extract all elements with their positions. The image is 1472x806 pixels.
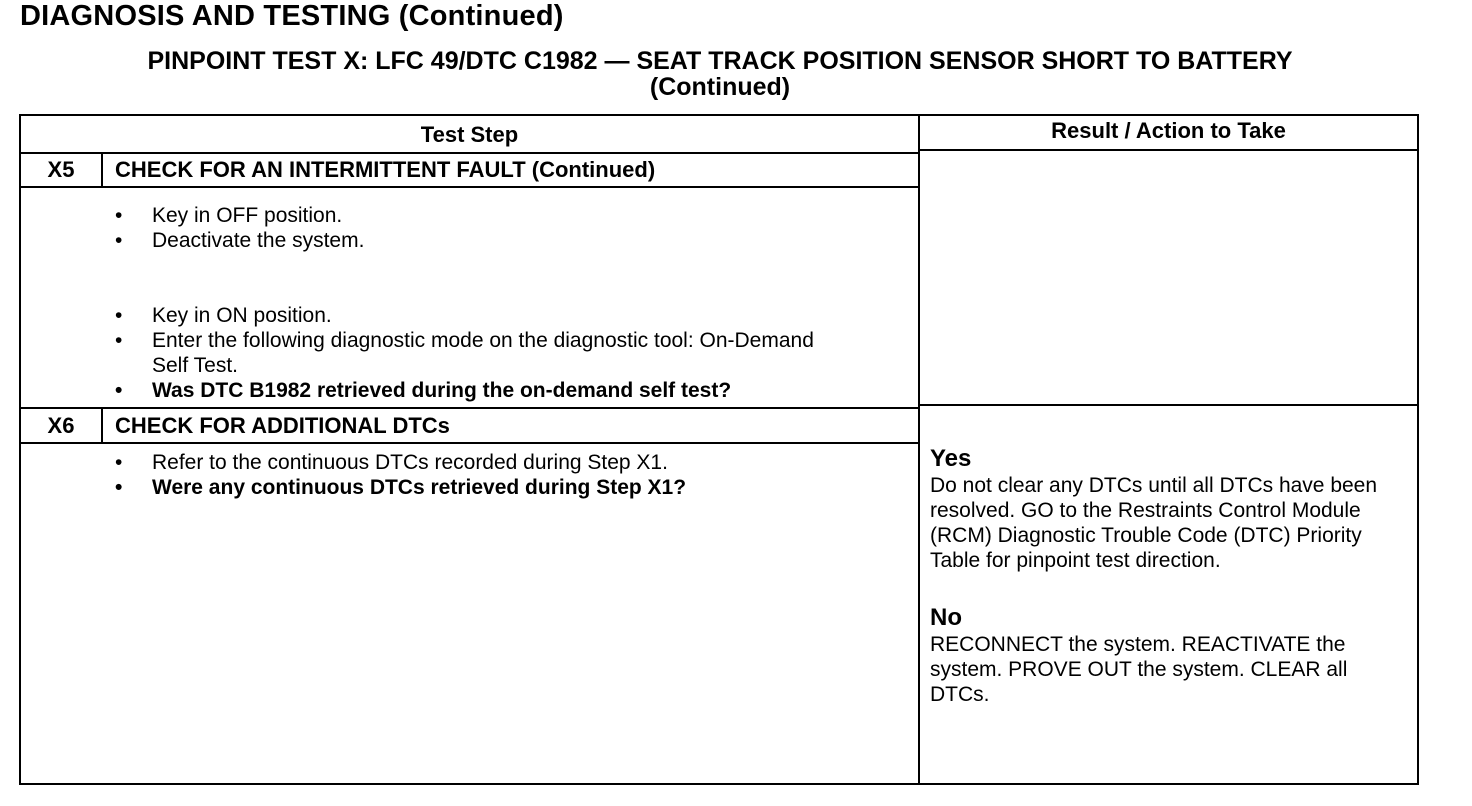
x6-id-divider: [101, 407, 103, 444]
step-x5-actions: [115, 203, 905, 403]
pinpoint-test-title-line2: (Continued): [649, 73, 791, 101]
column-divider: [918, 114, 920, 785]
pinpoint-test-title-line1: PINPOINT TEST X: LFC 49/DTC C1982 — SEAT TRACK POSITION SENSOR SHORT TO BATTERY: [147, 47, 1293, 75]
result-no-text: RECONNECT the system. REACTIVATE the system. PROVE OUT the system. CLEAR all DTCs.: [930, 633, 1348, 706]
x6-title-divider: [19, 442, 920, 444]
result-yes: [930, 445, 1416, 573]
list-item: • Key in OFF position.: [115, 203, 905, 228]
step-x5-id: X5: [47, 157, 75, 182]
list-item: • Enter the following diagnostic mode on the diagnostic tool: On-Demand Self Test.: [115, 328, 832, 378]
step-x6-actions: [115, 450, 905, 500]
list-item: • Were any continuous DTCs retrieved during Step X1?: [115, 475, 905, 500]
result-no-label: No: [930, 604, 962, 631]
list-item: • Was DTC B1982 retrieved during the on-demand self test?: [115, 378, 905, 403]
x6-top-divider-left: [19, 407, 920, 409]
column-header-result: Result / Action to Take: [1051, 118, 1286, 143]
list-item: • Key in ON position.: [115, 303, 905, 328]
page-title: DIAGNOSIS AND TESTING (Continued): [20, 0, 564, 32]
step-x5-title: CHECK FOR AN INTERMITTENT FAULT (Continued): [115, 157, 656, 182]
step-x6-title: CHECK FOR ADDITIONAL DTCs: [115, 413, 450, 438]
x5-id-divider: [101, 152, 103, 188]
step-x6-id: X6: [47, 413, 75, 438]
pinpoint-test-title: [20, 48, 1420, 100]
result-yes-label: Yes: [930, 445, 972, 472]
result-yes-text: Do not clear any DTCs until all DTCs have been resolved. GO to the Restraints Control Module (RCM) Diagnostic Trouble Code (DTC) Priority Table for pinpoint test direction.: [930, 474, 1378, 572]
list-item: • Refer to the continuous DTCs recorded during Step X1.: [115, 450, 905, 475]
x5-title-divider: [19, 186, 920, 188]
column-header-test-step: Test Step: [420, 122, 519, 147]
list-item: • Deactivate the system.: [115, 228, 905, 253]
x6-top-divider-right: [918, 404, 1419, 406]
result-no: [930, 604, 1416, 707]
header-row-divider-right: [918, 149, 1419, 151]
header-row-divider-left: [19, 152, 920, 154]
